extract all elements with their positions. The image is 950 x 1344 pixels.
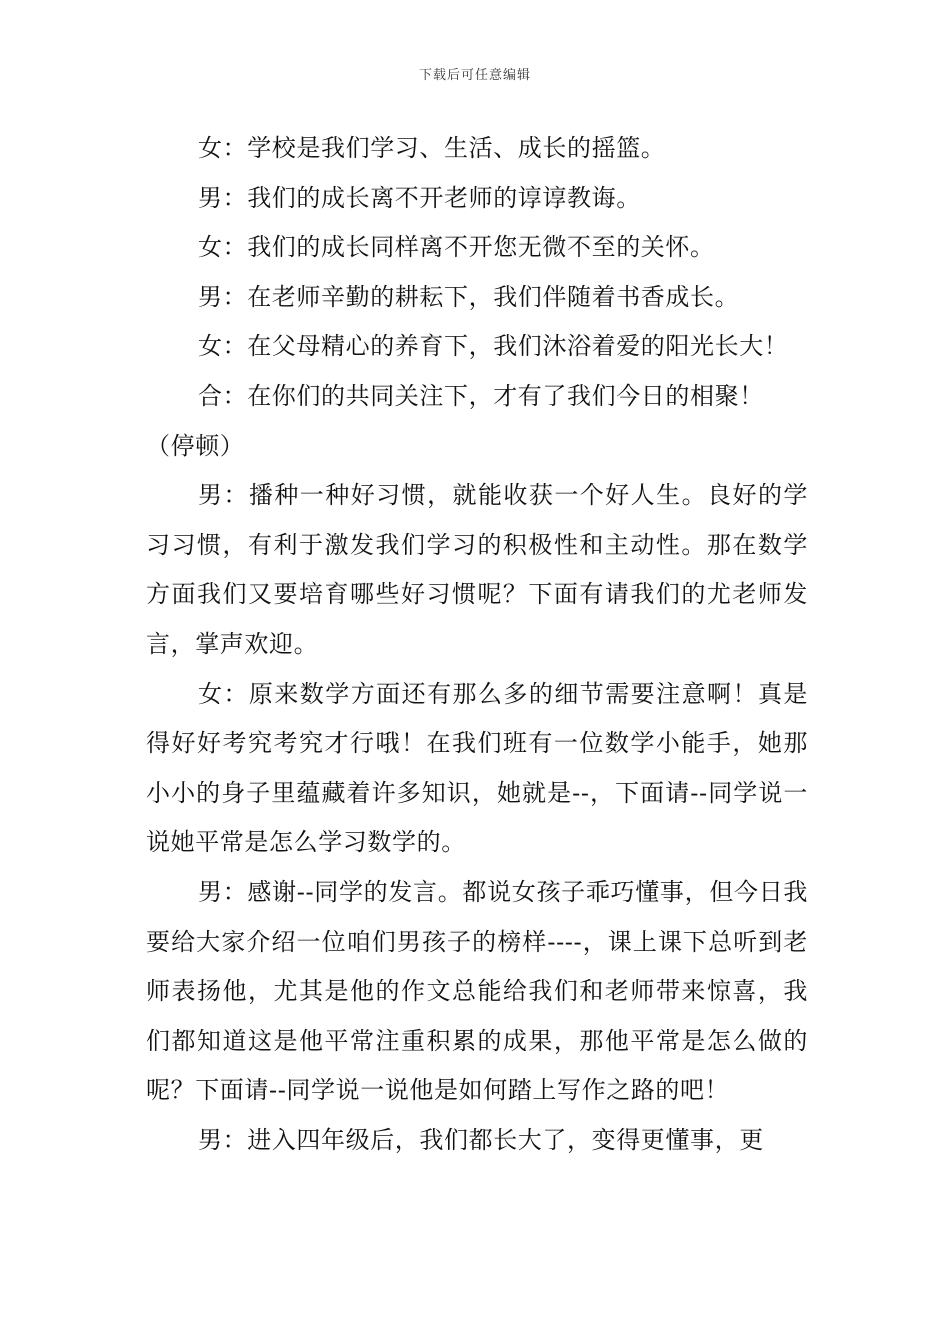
paragraph-2: 男：我们的成长离不开老师的谆谆教诲。 [198, 183, 641, 212]
paragraph-10: 男：进入四年级后，我们都长大了，变得更懂事，更 [198, 1125, 764, 1154]
page-header-note: 下载后可任意编辑 [418, 68, 531, 83]
paragraph-1: 女：学校是我们学习、生活、成长的摇篮。 [198, 134, 666, 162]
paragraph-pause: （停顿） [146, 431, 245, 460]
paragraph-5: 女：在父母精心的养育下，我们沐浴着爱的阳光长大！ [198, 332, 789, 361]
paragraph-7: 男：播种一种好习惯，就能收获一个好人生。良好的学习习惯，有利于激发我们学习的积极性和主动性。那在数学方面我们又要培育哪些好习惯呢？下面有请我们的尤老师发言，掌声欢迎。 [146, 481, 808, 658]
document-body [146, 124, 808, 1165]
paragraph-6: 合：在你们的共同关注下，才有了我们今日的相聚！ [198, 381, 764, 410]
paragraph-3: 女：我们的成长同样离不开您无微不至的关怀。 [198, 233, 715, 262]
paragraph-4: 男：在老师辛勤的耕耘下，我们伴随着书香成长。 [198, 282, 740, 311]
paragraph-8: 女：原来数学方面还有那么多的细节需要注意啊！真是得好好考究考究才行哦！在我们班有一位数学小能手，她那小小的身子里蕴藏着许多知识，她就是--，下面请--同学说一说她平常是怎么学习数学的。 [146, 679, 808, 857]
paragraph-9: 男：感谢--同学的发言。都说女孩子乖巧懂事，但今日我要给大家介绍一位咱们男孩子的榜样----，课上课下总听到老师表扬他，尤其是他的作文总能给我们和老师带来惊喜，我们都知道这是他平常注重积累的成果，那他平常是怎么做的呢？下面请--同学说一说他是如何踏上写作之路的吧！ [146, 877, 808, 1105]
